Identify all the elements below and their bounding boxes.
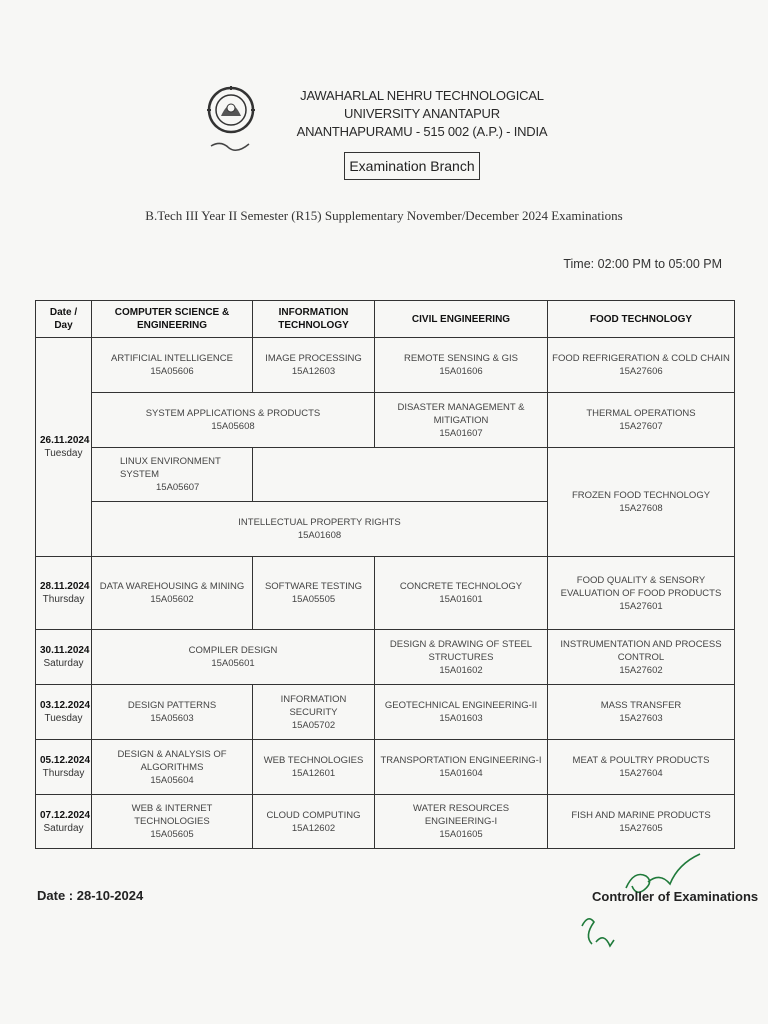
exam-cell: FISH AND MARINE PRODUCTS 15A27605: [548, 795, 735, 849]
header-food: FOOD TECHNOLOGY: [548, 301, 735, 338]
exam-cell: INFORMATION SECURITY 15A05702: [253, 685, 375, 740]
exam-cell: FROZEN FOOD TECHNOLOGY 15A27608: [548, 448, 735, 557]
exam-cell: DESIGN & ANALYSIS OF ALGORITHMS 15A05604: [92, 740, 253, 795]
table-header-row: [36, 301, 735, 338]
exam-cell: WEB TECHNOLOGIES 15A12601: [253, 740, 375, 795]
controller-of-examinations: Controller of Examinations: [592, 889, 759, 904]
empty-cell: [253, 448, 548, 502]
exam-cell: SOFTWARE TESTING 15A05505: [253, 557, 375, 630]
date-cell: 03.12.2024 Tuesday: [36, 685, 92, 740]
exam-cell: MASS TRANSFER 15A27603: [548, 685, 735, 740]
date-cell: 26.11.2024 Tuesday: [36, 338, 92, 557]
exam-cell: ARTIFICIAL INTELLIGENCE 15A05606: [92, 338, 253, 393]
table-row: [36, 685, 735, 740]
date-cell: 05.12.2024 Thursday: [36, 740, 92, 795]
exam-cell: REMOTE SENSING & GIS 15A01606: [375, 338, 548, 393]
exam-cell: INSTRUMENTATION AND PROCESS CONTROL 15A27602: [548, 630, 735, 685]
exam-cell: FOOD REFRIGERATION & COLD CHAIN 15A27606: [548, 338, 735, 393]
table-row: [36, 630, 735, 685]
university-line-1: JAWAHARLAL NEHRU TECHNOLOGICAL UNIVERSITY ANANTAPUR: [300, 88, 544, 121]
exam-cell: DESIGN PATTERNS 15A05603: [92, 685, 253, 740]
exam-cell: FOOD QUALITY & SENSORY EVALUATION OF FOOD PRODUCTS 15A27601: [548, 557, 735, 630]
exam-cell: MEAT & POULTRY PRODUCTS 15A27604: [548, 740, 735, 795]
university-seal-icon: [205, 84, 257, 164]
university-line-2: ANANTHAPURAMU - 515 002 (A.P.) - INDIA: [296, 124, 548, 139]
exam-cell: WEB & INTERNET TECHNOLOGIES 15A05605: [92, 795, 253, 849]
header-cse: COMPUTER SCIENCE & ENGINEERING: [92, 301, 253, 338]
examination-branch-box: Examination Branch: [344, 152, 480, 180]
exam-cell: GEOTECHNICAL ENGINEERING-II 15A01603: [375, 685, 548, 740]
table-row: [36, 393, 735, 448]
header-it: INFORMATION TECHNOLOGY: [253, 301, 375, 338]
date-cell: 30.11.2024 Saturday: [36, 630, 92, 685]
exam-cell: IMAGE PROCESSING 15A12603: [253, 338, 375, 393]
exam-cell: CLOUD COMPUTING 15A12602: [253, 795, 375, 849]
exam-cell: DESIGN & DRAWING OF STEEL STRUCTURES 15A01602: [375, 630, 548, 685]
exam-cell: WATER RESOURCES ENGINEERING-I 15A01605: [375, 795, 548, 849]
timetable: [35, 300, 735, 849]
university-name: [262, 87, 582, 141]
table-row: [36, 338, 735, 393]
header-civil: CIVIL ENGINEERING: [375, 301, 548, 338]
table-row: [36, 448, 735, 502]
exam-cell: TRANSPORTATION ENGINEERING-I 15A01604: [375, 740, 548, 795]
exam-time: Time: 02:00 PM to 05:00 PM: [563, 257, 722, 271]
exam-title: B.Tech III Year II Semester (R15) Supplementary November/December 2024 Examinations: [145, 208, 623, 223]
header-date: Date / Day: [36, 301, 92, 338]
exam-cell: COMPILER DESIGN 15A05601: [92, 630, 375, 685]
exam-cell: DISASTER MANAGEMENT & MITIGATION 15A01607: [375, 393, 548, 448]
exam-cell: SYSTEM APPLICATIONS & PRODUCTS 15A05608: [92, 393, 375, 448]
date-cell: 07.12.2024 Saturday: [36, 795, 92, 849]
exam-cell: LINUX ENVIRONMENT SYSTEM 15A05607: [92, 448, 253, 502]
exam-cell: CONCRETE TECHNOLOGY 15A01601: [375, 557, 548, 630]
table-row: [36, 795, 735, 849]
issue-date: Date : 28-10-2024: [37, 888, 144, 903]
date-cell: 28.11.2024 Thursday: [36, 557, 92, 630]
table-row: [36, 557, 735, 630]
table-row: [36, 740, 735, 795]
exam-cell: INTELLECTUAL PROPERTY RIGHTS 15A01608: [92, 502, 548, 557]
exam-cell: THERMAL OPERATIONS 15A27607: [548, 393, 735, 448]
exam-cell: DATA WAREHOUSING & MINING 15A05602: [92, 557, 253, 630]
